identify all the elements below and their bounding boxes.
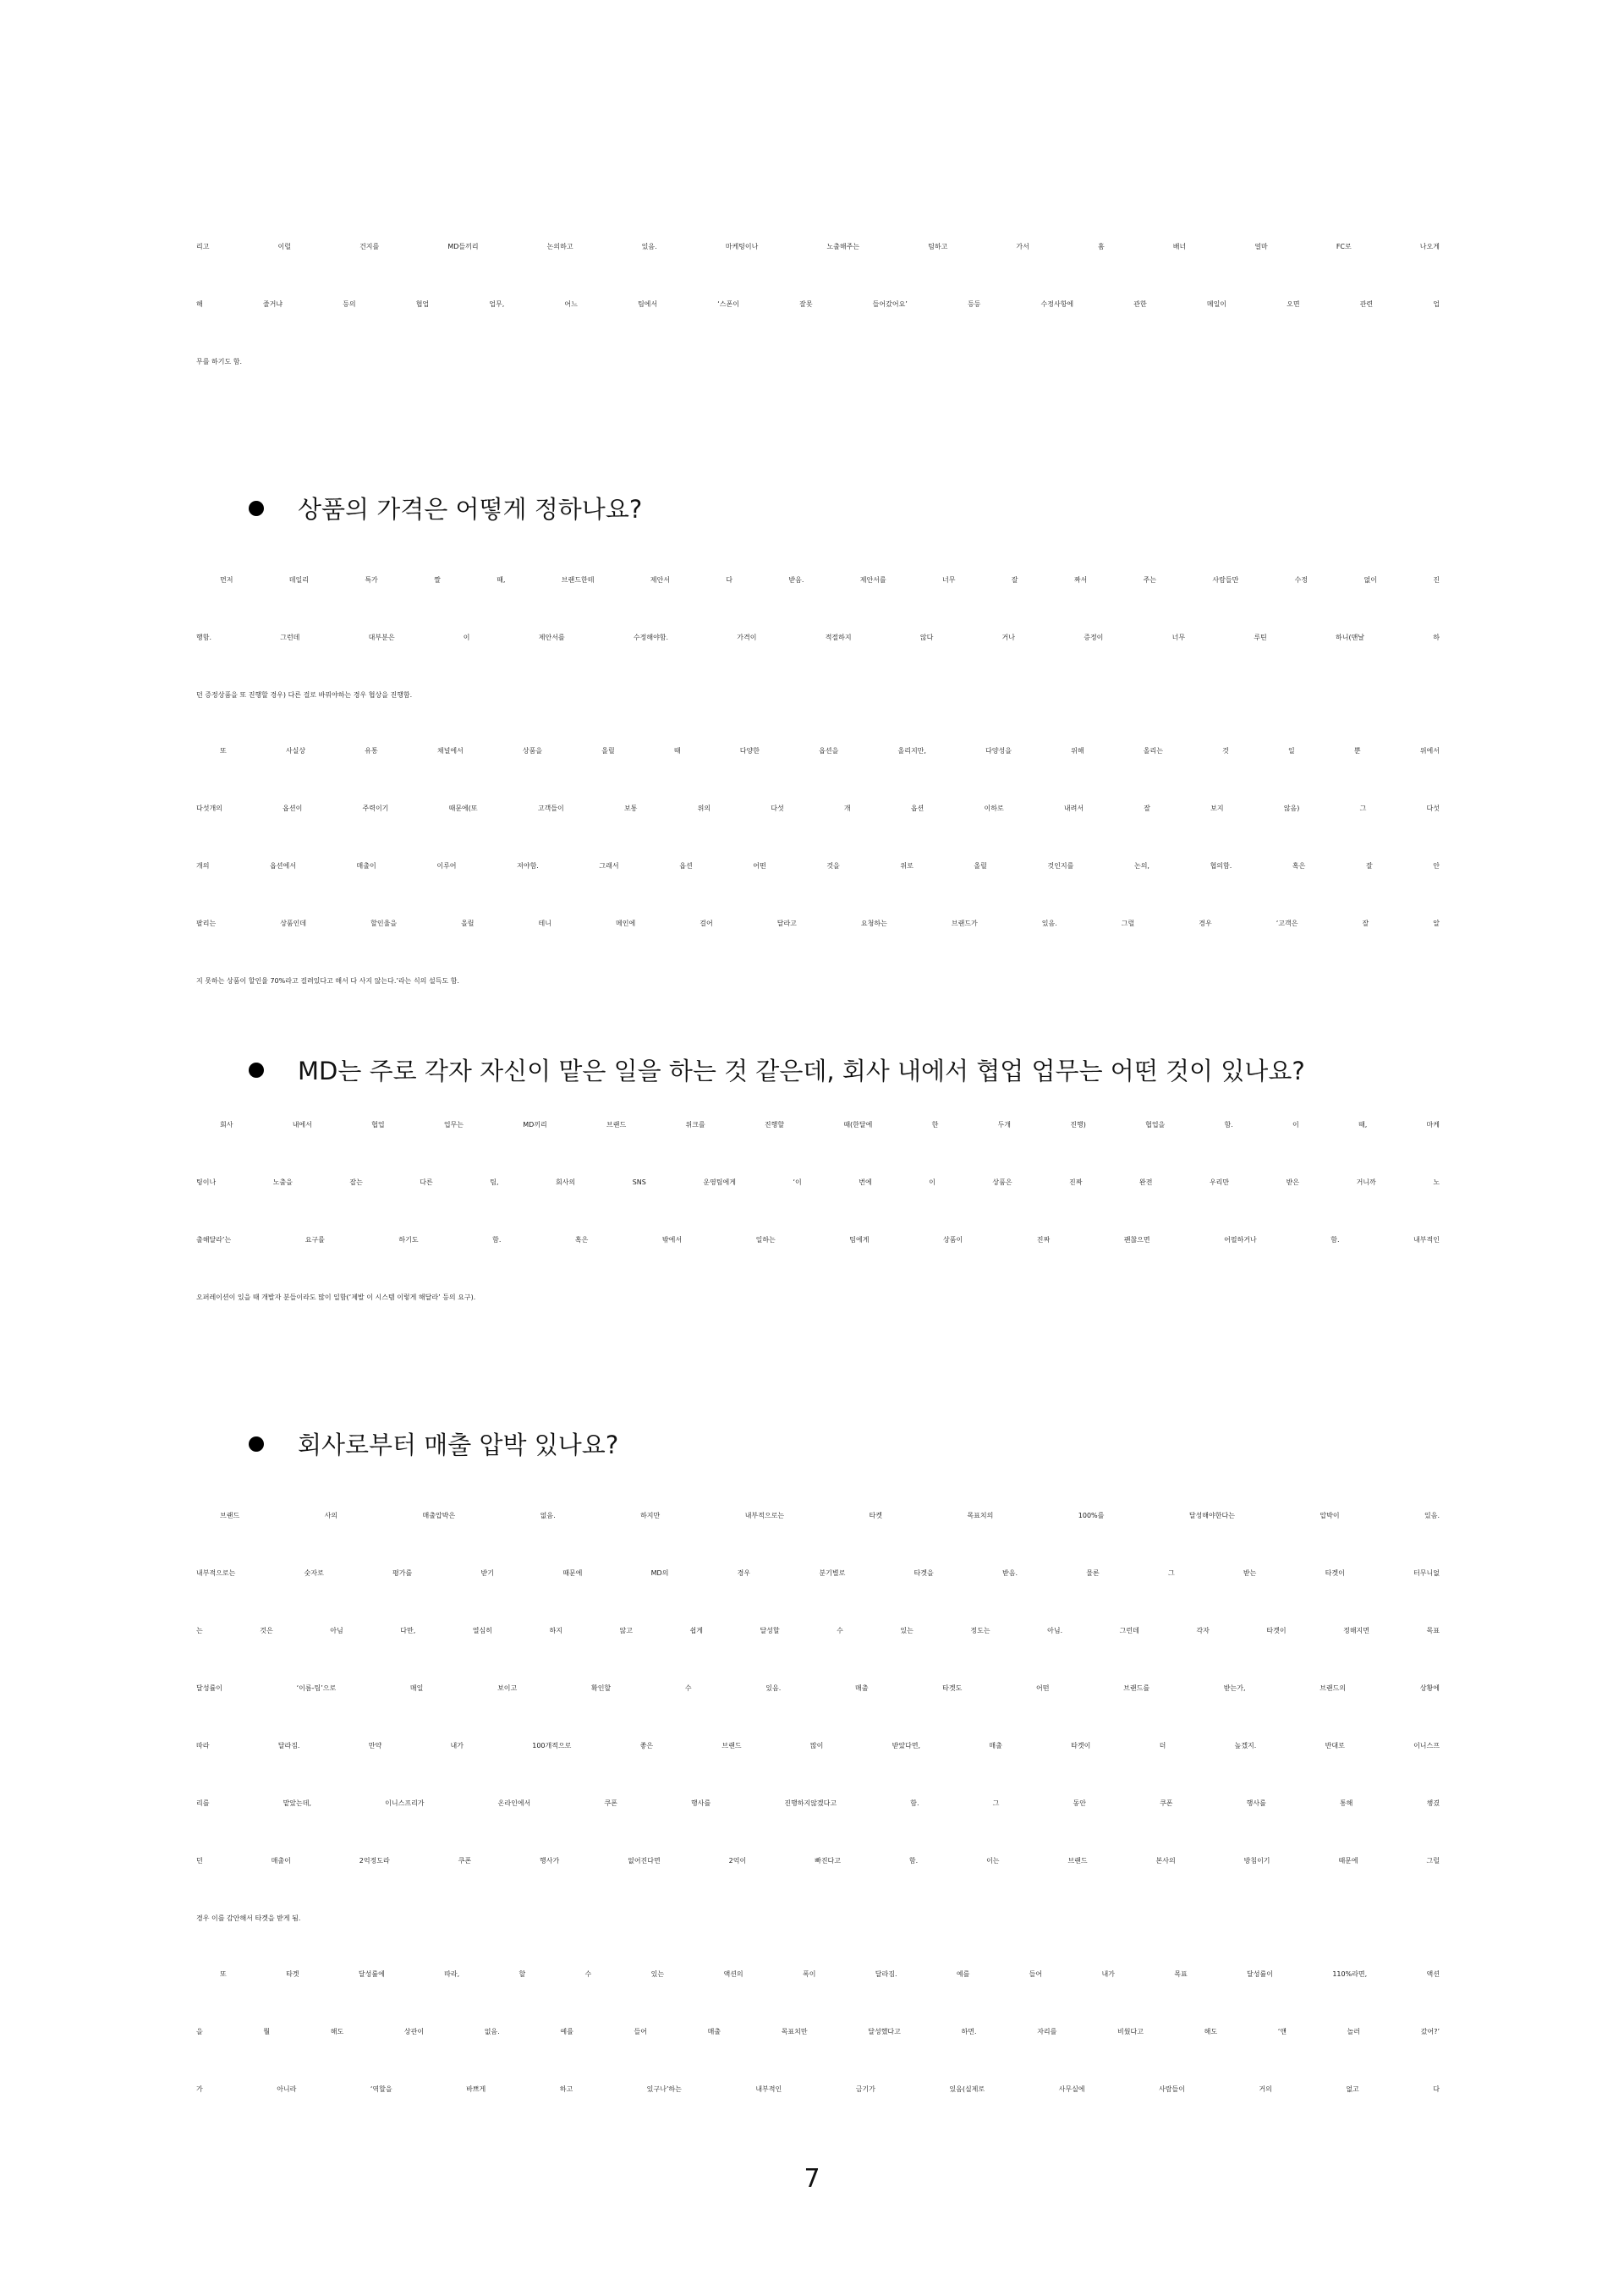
paragraph-line: 던 증정상품을 또 진행할 경우) 다른 걸로 바꿔야하는 경우 협상을 진행함. <box>196 691 413 699</box>
paragraph-line: 팅이나 노출을 잡는 다른 팀, 회사의 SNS 운영팀에게 ‘이 번에 이 상품은 진짜 완전 우리만 받은 거니까 노 <box>196 1178 1440 1186</box>
paragraph-line: 무를 하기도 함. <box>196 358 242 365</box>
paragraph-line: 지 못하는 상품이 할인율 70%라고 걸려있다고 해서 다 사지 않는다.’라는 식의 설득도 함. <box>196 977 459 985</box>
paragraph-line: 회사 내에서 협업 업무는 MD끼리 브랜드 위크를 진행할 때(한달에 한 두개 진행) 협업을 함. 이 때, 마케 <box>220 1121 1440 1129</box>
heading-text: MD는 주로 각자 자신이 맡은 일을 하는 것 같은데, 회사 내에서 협업 업무는 어떤 것이 있나요? <box>298 1057 1305 1085</box>
paragraph-line: 출해달라’는 요구를 하기도 함. 혹은 밖에서 일하는 팀에게 상품이 진짜 괜찮으면 어필하거나 함. 내부적인 <box>196 1236 1440 1244</box>
paragraph-line: 팔리는 상품인데 할인율을 올릴 테니 메인에 걸어 달라고 요청하는 브랜드가 있음. 그럴 경우 ‘고객은 잘 알 <box>196 920 1440 927</box>
paragraph-line: 던 매출이 2억정도라 쿠폰 행사가 없어진다면 2억이 빠진다고 함. 이는 브랜드 본사의 방침이기 때문에 그럴 <box>196 1857 1440 1865</box>
paragraph-line: 해 줄거냐 등의 협업 업무, 어느 팀에서 ‘스폰이 잘못 들어갔어요’ 등등 수정사항에 관한 메일이 오면 관련 업 <box>196 300 1440 308</box>
bullet-icon <box>249 501 264 516</box>
section-heading-sales <box>249 1428 618 1462</box>
paragraph-line: 가 아니라 ‘역할을 바쁘게 하고 있구나’하는 내부적인 금기가 있음(실제로 사무실에 사람들이 거의 없고 다 <box>196 2085 1440 2093</box>
heading-text: 상품의 가격은 어떻게 정하나요? <box>298 495 643 524</box>
paragraph-line: 리를 맡았는데, 이니스프리가 온라인에서 쿠폰 행사를 진행하지않겠다고 함. 그 동안 쿠폰 행사를 통해 챙겼 <box>196 1799 1440 1807</box>
section-heading-collab <box>249 1054 1305 1088</box>
paragraph-line: 행함. 그런데 대부분은 이 제안서를 수정해야함. 가격이 적절하지 않다 거나 증정이 너무 루틴 하니(맨날 하 <box>196 634 1440 641</box>
paragraph-line: 또 사실상 유통 채널에서 상품을 올릴 때 다양한 옵션을 올리지만, 다양성을 위해 올리는 것 일 뿐 위에서 <box>220 747 1440 755</box>
paragraph-line: 다섯개의 옵션이 주력이기 때문에(또 고객들이 보통 위의 다섯 개 옵션 이하로 내려서 잘 보지 않음) 그 다섯 <box>196 805 1440 812</box>
page-number: 7 <box>804 2164 820 2194</box>
bullet-icon <box>249 1063 264 1078</box>
paragraph-line: 는 것은 아님 다만, 열심히 하지 않고 쉽게 달성할 수 있는 정도는 아님. 그런데 각자 타겟이 정해지면 목표 <box>196 1627 1440 1634</box>
bullet-icon <box>249 1436 264 1452</box>
paragraph-line: 달성률이 ‘이름-팀’으로 매일 보이고 확인할 수 있음. 매출 타겟도 어떤 브랜드를 받는가, 브랜드의 상황에 <box>196 1684 1440 1692</box>
paragraph-line: 리고 이럴 건지를 MD들끼리 논의하고 있음. 마케팅이나 노출해주는 팀하고 가서 홈 배너 얼마 FC로 나오게 <box>196 243 1440 250</box>
heading-text: 회사로부터 매출 압박 있나요? <box>298 1431 619 1459</box>
section-heading-price <box>249 492 642 526</box>
paragraph-line: 따라 달라짐. 만약 내가 100개적으로 좋은 브랜드 많이 받았다면, 매출 타겟이 더 높겠지. 반대로 이니스프 <box>196 1742 1440 1749</box>
paragraph-line: 개의 옵션에서 매출이 이루어 져야함. 그래서 옵션 어떤 것을 위로 올릴 것인지를 논의, 협의함. 혹은 잘 안 <box>196 862 1440 870</box>
paragraph-line: 먼저 데일리 특가 짤 때, 브랜드한테 제안서 다 받음. 제안서를 너무 잘 짜서 주는 사람들만 수정 없이 진 <box>220 576 1440 584</box>
paragraph-line: 브랜드 사의 매출압박은 없음. 하지만 내부적으로는 타켓 목표치의 100%를 달성해야한다는 압박이 있음. <box>220 1512 1440 1519</box>
paragraph-line: 을 뭘 해도 상관이 없음. 예를 들어 매출 목표치만 달성했다고 하면. 자리를 비웠다고 해도 ‘얜 놀러 갔어?’ <box>196 2028 1440 2035</box>
paragraph-line: 오퍼레이션이 있을 때 개발자 분들이라도 많이 일함(‘제발 이 시스템 이렇게 해달라’ 등의 요구). <box>196 1294 476 1301</box>
paragraph-line: 또 타겟 달성률에 따라, 할 수 있는 액션의 폭이 달라짐. 예를 들어 내가 목표 달성률이 110%라면, 액션 <box>220 1970 1440 1978</box>
paragraph-line: 경우 이를 감안해서 타겟을 받게 됨. <box>196 1914 301 1922</box>
paragraph-line: 내부적으로는 숫자로 평가를 받기 때문에 MD의 경우 분기별로 타겟을 받음. 물론 그 받는 타겟이 터무니없 <box>196 1569 1440 1577</box>
